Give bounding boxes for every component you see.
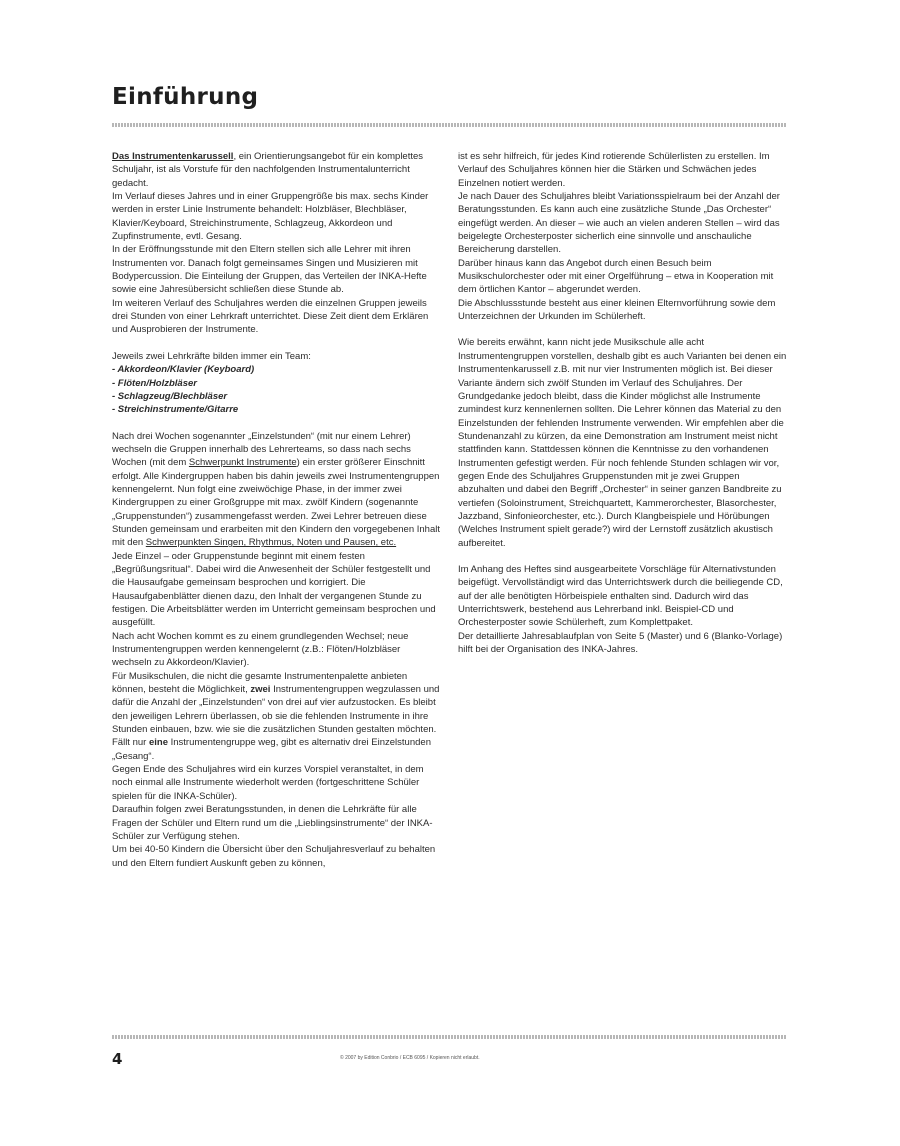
title-divider	[112, 123, 787, 127]
left-column	[112, 150, 440, 870]
team-item: - Schlagzeug/Blechbläser	[112, 390, 228, 402]
text-run: Für Musikschulen, die nicht die gesamte Instrumentenpalette anbieten können, besteht die Möglichkeit,	[112, 670, 408, 696]
paragraph: ist es sehr hilfreich, für jedes Kind rotierende Schülerlisten zu erstellen. Im Verlauf des Schuljahres können hier die Stärken und Schwächen jedes Einzelnen notiert werden.	[458, 151, 770, 189]
page-number: 4	[112, 1050, 123, 1068]
paragraph: Nach acht Wochen kommt es zu einem grundlegenden Wechsel; neue Instrumentengruppen werden kennengelernt (z.B.: Flöten/Holzbläser wechseln zu Akkordeon/Klavier).	[112, 630, 409, 669]
text-run: Instrumentengruppe weg, gibt es alternativ drei Einzelstunden „Gesang“.	[112, 737, 431, 762]
bold-term: eine	[148, 737, 168, 749]
paragraph	[112, 736, 440, 763]
paragraph: Die Abschlussstunde besteht aus einer kleinen Elternvorführung sowie dem Unterzeichnen der Urkunden im Schülerheft.	[458, 297, 776, 323]
intro-paragraph	[112, 150, 440, 190]
footer-divider	[112, 1035, 787, 1039]
intro-text: , ein Orientierungsangebot für ein komplettes Schuljahr, ist als Vorstufe für den nachfolgenden Instrumentalunterricht gedacht.	[112, 151, 424, 189]
paragraph: Im Anhang des Heftes sind ausgearbeitete Vorschläge für Alternativstunden beigefügt. Vervollständigt wird das Unterrichtswerk durch die beiliegende CD, auf der alle benötigten Hörbeispiele enthalten sind. Dadurch wird das Unterrichtswerk, bestehend aus Lehrerband inkl. Beispiel-CD und Orchesterposter sowie Schülerheft, zum Komplettpaket.	[458, 563, 783, 629]
team-item: - Flöten/Holzbläser	[112, 377, 197, 389]
team-item: - Akkordeon/Klavier (Keyboard)	[112, 364, 255, 376]
bold-term: zwei	[250, 684, 271, 696]
team-intro: Jeweils zwei Lehrkräfte bilden immer ein Team:	[112, 350, 311, 362]
paragraph	[112, 670, 440, 737]
paragraph: Um bei 40-50 Kindern die Übersicht über den Schuljahresverlauf zu behalten und den Eltern fundiert Auskunft geben zu können,	[112, 844, 436, 869]
paragraph: Darüber hinaus kann das Angebot durch einen Besuch beim Musikschulorchester oder mit einer Orgelführung – etwa in Kooperation mit dem örtlichen Kantor – abgerundet werden.	[458, 257, 774, 296]
paragraph: Je nach Dauer des Schuljahres bleibt Variationsspielraum bei der Anzahl der Beratungsstunden. Es kann auch eine zusätzliche Stunde „Das Orchester“ eingefügt werden. An dieser – wie auch an vielen anderen Stellen – wird das beigelegte Orchesterposter sicherlich eine sinnvolle und anschauliche Bereicherung darstellen.	[458, 191, 780, 256]
text-run: ) ein erster größerer Einschnitt erfolgt. Alle Kindergruppen haben bis dahin jeweils zwei Instrumentengruppen kennengelernt. Nun folgt eine zweiwöchige Phase, in der immer zwei Kindergruppen zu einer Großgruppe mit max. zwölf Kindern (sogenannte „Gruppenstunden“) zusammengefasst werden. Zwei Lehrer betreuen diese Stunden gemeinsam und erarbeiten mit den Kindern den vorgegebenen Inhalt mit den	[112, 457, 440, 549]
paragraph: Im weiteren Verlauf des Schuljahres werden die einzelnen Gruppen jeweils drei Stunden von einer Lehrkraft unterrichtet. Diese Zeit dient dem Erklären und Ausprobieren der Instrumente.	[112, 297, 429, 336]
underlined-term: Schwerpunkten Singen, Rhythmus, Noten und Pausen, etc.	[145, 537, 397, 549]
page-title: Einführung	[112, 84, 259, 110]
right-column	[458, 150, 788, 656]
underlined-term: Schwerpunkt Instrumente	[188, 457, 297, 469]
team-item: - Streichinstrumente/Gitarre	[112, 404, 239, 416]
paragraph: Gegen Ende des Schuljahres wird ein kurzes Vorspiel veranstaltet, in dem noch einmal alle Instrumente wiederholt werden (fortgeschrittene Schüler spielen für die INKA-Schüler).	[112, 764, 424, 802]
team-list	[112, 363, 440, 416]
paragraph: In der Eröffnungsstunde mit den Eltern stellen sich alle Lehrer mit ihren Instrumenten vor. Danach folgt gemeinsames Singen und Musizieren mit Bodypercussion. Die Einteilung der Gruppen, das Verteilen der INKA-Hefte sowie eine Jahresübersicht schließen diese Stunde ab.	[112, 244, 427, 296]
paragraph: Jede Einzel – oder Gruppenstunde beginnt mit einem festen „Begrüßungsritual“. Dabei wird die Anwesenheit der Schüler festgestellt und die Hausaufgabe gemeinsam besprochen und korrigiert. Die Hausaufgabenblätter dienen dazu, den Inhalt der vergangenen Stunde zu festigen. Die Arbeitsblätter werden im Unterricht gemeinsam besprochen und ausgefüllt.	[112, 550, 436, 629]
intro-lead: Das Instrumentenkarussell	[112, 151, 234, 162]
paragraph: Der detaillierte Jahresablaufplan von Seite 5 (Master) und 6 (Blanko-Vorlage) hilft bei der Organisation des INKA-Jahres.	[458, 630, 783, 656]
text-run: Nach drei Wochen sogenannter „Einzelstunden“ (mit nur einem Lehrer) wechseln die Gruppen innerhalb des Lehrerteams, so dass nach sechs Wochen (mit dem	[112, 430, 411, 469]
paragraph	[112, 430, 440, 550]
text-run: Fällt nur	[112, 737, 149, 749]
text-run: Instrumentengruppen wegzulassen und dafür die Anzahl der „Einzelstunden“ von drei auf vier aufzustocken. Es bleibt den jeweiligen Lehrern überlassen, ob sie die fehlenden Instrumente in ihre Stunden einbauen, bzw. wie sie die zusätzlichen Stunden gestalten möchten.	[112, 684, 440, 736]
paragraph: Im Verlauf dieses Jahres und in einer Gruppengröße bis max. sechs Kinder werden in erster Linie Instrumente behandelt: Holzbläser, Blechbläser, Klavier/Keyboard, Streichinstrumente, Schlagzeug, Akkordeon und Zupfinstrumente, evtl. Gesang.	[112, 191, 429, 243]
copyright-notice: © 2007 by Edition Conbrio / ECB 6095 / Kopieren nicht erlaubt.	[340, 1055, 480, 1061]
paragraph: Wie bereits erwähnt, kann nicht jede Musikschule alle acht Instrumentengruppen vorstellen, deshalb gibt es auch Varianten bei denen ein Instrumentenkarussell z.B. mit nur vier Instrumenten möglich ist. Bei dieser Variante ändern sich zwölf Stunden im Verlauf des Schuljahres. Der Grundgedanke jedoch bleibt, dass die Kinder möglichst alle Instrumente zumindest kurz kennenlernen sollten. Die Lehrer können das Material zu den Einzelstunden der fehlenden Instrumente verwenden. Wir empfehlen aber die Stundenanzahl zu kürzen, da eine Demonstration am Instrument meist nicht stattfinden kann. Stattdessen können die Kenntnisse zu den vorhandenen Instrumenten gefestigt werden. Für noch fehlende Stunden schlagen wir vor, gegen Ende des Schuljahres Gruppenstunden mit je zwei Gruppen abzuhalten und dabei den Begriff „Orchester“ in seiner ganzen Bandbreite zu vertiefen (Soloinstrument, Streichquartett, Kammerorchester, Blasorchester, Jazzband, Sinfonieorchester, etc.). Durch Klangbeispiele und Hörübungen (Welches Instrument spielt gerade?) wird der Lernstoff zusätzlich akustisch aufbereitet.	[458, 337, 787, 549]
paragraph: Daraufhin folgen zwei Beratungsstunden, in denen die Lehrkräfte für alle Fragen der Schüler und Eltern rund um die „Lieblingsinstrumente“ der INKA-Schüler zur Verfügung stehen.	[112, 804, 433, 842]
